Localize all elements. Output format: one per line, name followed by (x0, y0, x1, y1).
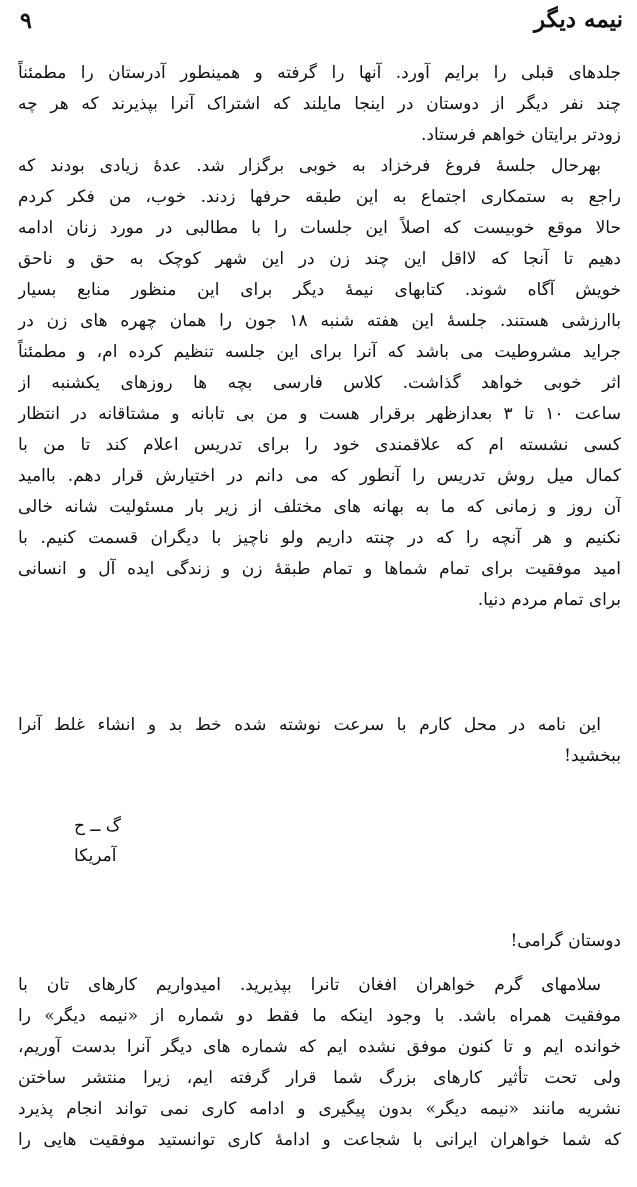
text-line: جراید مشروطیت می باشد که آنرا برای این جلسه تنظیم کرده ام، و مطمئناً (18, 342, 621, 362)
text-line: نکنیم و هر آنچه را که در چنته داریم ولو ناچیز با دیگران قسمت کنیم. با (18, 528, 621, 548)
text-line: نشریه مانند «نیمه دیگر» بدون پیگیری و ادامه کاری نمی تواند انجام پذیرد (18, 1099, 621, 1119)
text-line: کمال میل روش تدریس را آنطور که می دانم در اختیارش قرار دهم. باامید (18, 466, 621, 486)
signature-location: آمریکا (74, 846, 117, 866)
letter-1-paragraph-2 (18, 151, 621, 616)
text-line: سلامهای گرم خواهران افغان تانرا بپذیرید. امیدواریم کارهای تان با (18, 975, 601, 995)
page-header (14, 6, 623, 36)
letter-2-body (18, 970, 621, 1156)
text-line: این نامه در محل کارم با سرعت نوشته شده خط بد و انشاء غلط آنرا (18, 715, 601, 735)
letter-2-salutation: دوستان گرامی! (510, 931, 621, 951)
text-line: حالا موقع خوبیست که اصلاً این جلسات را با مطالبی در مورد زنان ادامه (18, 218, 621, 238)
text-line: دهیم تا آنجا که لااقل این چند زن در این شهر کوچک به حق و ناحق (18, 249, 621, 269)
text-line: چند نفر دیگر از دوستان در اینجا مایلند که اشتراک آنرا بپذیرند که هر چه (18, 94, 621, 114)
text-line: جلدهای قبلی را برایم آورد. آنها را گرفته و همینطور آدرستان را مطمئناً (18, 63, 621, 83)
running-title: نیمه دیگر (533, 6, 623, 33)
text-line: امید موفقیت برای تمام شماها و تمام طبقهٔ زن و زندگی ایده آل و انسانی (18, 559, 621, 579)
text-line: خویش آگاه شوند. کتابهای نیمهٔ دیگر برای این منظور منابع بسیار (18, 280, 621, 300)
text-line: راجع به ستمکاری اجتماع به این طبقه حرفها زدند. خوب، من فکر کردم (18, 187, 621, 207)
text-line: که شما خواهران ایرانی با شجاعت و ادامهٔ کاری توانستید موفقیت هایی را (18, 1130, 621, 1150)
text-line: ببخشید! (564, 746, 621, 766)
text-line: کسی نشسته ام که علاقمندی خود را برای تدریس اعلام کند تا من با (18, 435, 621, 455)
text-line: ولی تحت تأثیر کارهای بزرگ شما قرار گرفته ایم، زیرا منتشر ساختن (18, 1068, 621, 1088)
letter-1-closing-note (18, 710, 621, 772)
text-line: آن روز و زمانی که ما به بهانه های مختلف از زیر بار مسئولیت شانه خالی (18, 497, 621, 517)
letter-1-paragraph-1 (18, 58, 621, 151)
text-line: ساعت ۱۰ تا ۳ بعدازظهر برقرار هست و من بی تابانه و مشتاقانه در انتظار (18, 404, 621, 424)
text-line: اثر خوبی خواهد گذاشت. کلاس فارسی بچه ها روزهای یکشنبه از (18, 373, 621, 393)
text-line: برای تمام مردم دنیا. (477, 590, 621, 610)
text-line: باارزشی هستند. جلسهٔ این هفته شنبه ۱۸ جون را همان چهره های زن در (18, 311, 621, 331)
text-line: زودتر برایتان خواهم فرستاد. (421, 125, 621, 145)
text-line: بهرحال جلسهٔ فروغ فرخزاد به خوبی برگزار شد. عدهٔ زیادی بودند که (18, 156, 601, 176)
page-number: ۹ (20, 8, 32, 34)
signature-initials: گ ــ ح (74, 816, 121, 836)
text-line: خوانده ایم و تا کنون موفق نشده ایم که شماره های دیگر آنرا بدست آوریم، (18, 1037, 621, 1057)
text-line: موفقیت همراه باشد. با وجود اینکه ما فقط دو شماره از «نیمه دیگر» را (18, 1006, 621, 1026)
